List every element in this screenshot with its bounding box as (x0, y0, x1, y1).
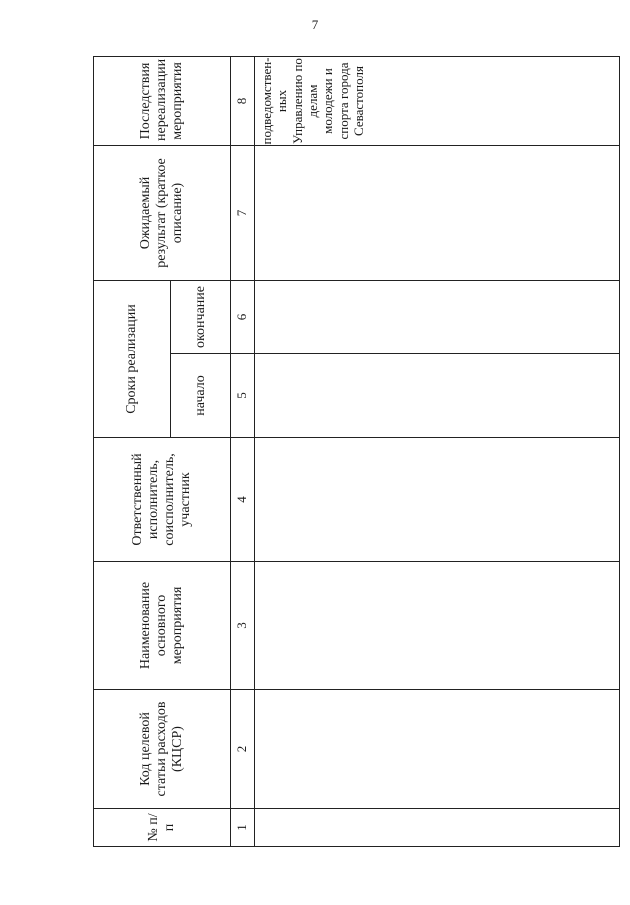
table-cell-consequences: подведомствен-ных Управлению по делам молодежи и спорта города Севастополя (255, 57, 620, 146)
column-number: 4 (231, 438, 255, 562)
header-no: № п/п (94, 809, 231, 847)
table-cell (255, 562, 620, 690)
header-expected-result: Ожидаемый результат (краткое описание) (94, 146, 231, 281)
table-cell (255, 354, 620, 438)
table-cell (255, 690, 620, 809)
column-number: 2 (231, 690, 255, 809)
column-number: 1 (231, 809, 255, 847)
column-number: 8 (231, 57, 255, 146)
program-table (93, 56, 620, 847)
header-row (94, 57, 171, 847)
header-consequences: Последствия нереализации мероприятия (94, 57, 231, 146)
table-cell (255, 146, 620, 281)
table-cell (255, 809, 620, 847)
column-number-row (231, 57, 255, 847)
header-terms: Сроки реализации (94, 281, 171, 438)
page-number: 7 (311, 17, 319, 32)
table-rotated-container (93, 57, 620, 847)
table-cell (255, 438, 620, 562)
column-number: 5 (231, 354, 255, 438)
table-cell (255, 281, 620, 354)
column-number: 7 (231, 146, 255, 281)
header-executor: Ответственный исполнитель, соисполнитель, участник (94, 438, 231, 562)
subheader-end: окончание (171, 281, 231, 354)
header-kcsr: Код целевой статьи расходов (КЦСР) (94, 690, 231, 809)
column-number: 3 (231, 562, 255, 690)
subheader-start: начало (171, 354, 231, 438)
table-row (255, 57, 620, 847)
column-number: 6 (231, 281, 255, 354)
header-event-name: Наименование основного мероприятия (94, 562, 231, 690)
